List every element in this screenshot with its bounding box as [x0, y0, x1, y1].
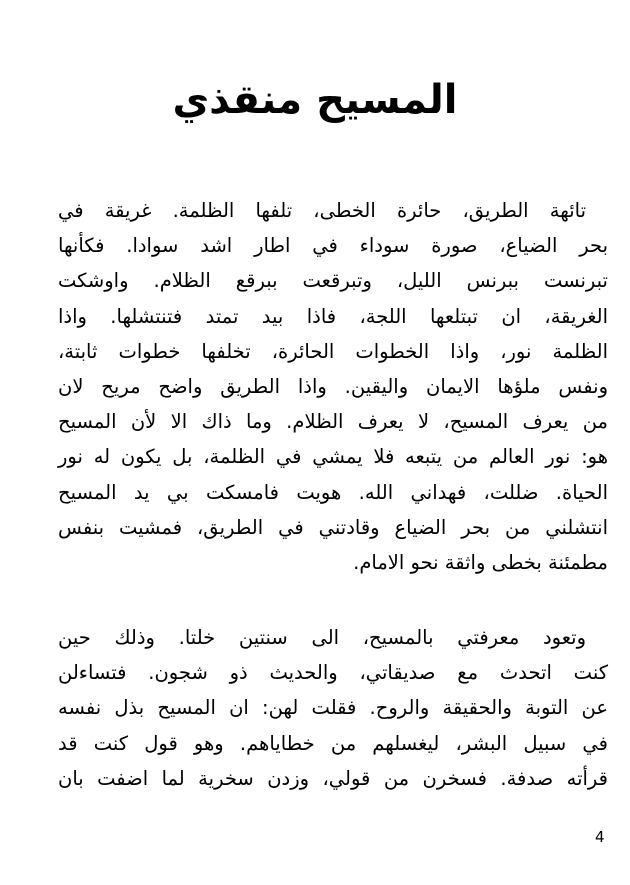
- text-line: هو: نور العالم من يتبعه فلا يمشي في الظلمة، بل يكون له نور: [58, 445, 608, 469]
- text-line: الظلمة نور، واذا الخطوات الحائرة، تخلفها خطوات ثابتة،: [58, 339, 608, 363]
- paragraph-2: [58, 620, 608, 796]
- text-line: الغريقة، ان تبتلعها اللجة، فاذا بيد تمتد فتنتشلها. واذا: [58, 304, 608, 328]
- page-number: 4: [595, 828, 605, 846]
- text-line: ونفس ملؤها الايمان واليقين. واذا الطريق واضح مريح لان: [58, 374, 608, 398]
- text-line: من يعرف المسيح، لا يعرف الظلام. وما ذاك الا لأن المسيح: [58, 410, 608, 434]
- page-title: المسيح منقذي: [172, 77, 458, 123]
- text-line: تبرنست ببرنس الليل، وتبرقعت ببرقع الظلام. واوشكت: [58, 269, 608, 293]
- text-line: وتعود معرفتي بالمسيح، الى سنتين خلتا. وذلك حين: [58, 626, 586, 649]
- text-line: في سبيل البشر، ليغسلهم من خطاياهم. وهو قول كنت قد: [58, 731, 608, 755]
- paragraph-1: [58, 193, 608, 580]
- text-line: مطمئنة بخطى واثقة نحو الامام.: [353, 550, 608, 574]
- text-line: تائهة الطريق، حائرة الخطى، تلفها الظلمة. غريقة في: [58, 199, 586, 222]
- text-line: الحياة. ضللت، فهداني الله. هويت فامسكت بي يد المسيح: [58, 480, 608, 504]
- text-line: قرأته صدفة. فسخرن من قولي، وزدن سخرية لما اضفت بان: [58, 766, 608, 790]
- text-line: عن التوبة والحقيقة والروح. فقلت لهن: ان المسيح بذل نفسه: [58, 696, 608, 720]
- text-line: بحر الضياع، صورة سوداء في اطار اشد سوادا. فكأنها: [58, 234, 608, 258]
- text-line: كنت اتحدث مع صديقاتي، والحديث ذو شجون. فتساءلن: [58, 661, 608, 685]
- text-line: انتشلني من بحر الضياع وقادتني في الطريق، فمشيت بنفس: [58, 515, 608, 539]
